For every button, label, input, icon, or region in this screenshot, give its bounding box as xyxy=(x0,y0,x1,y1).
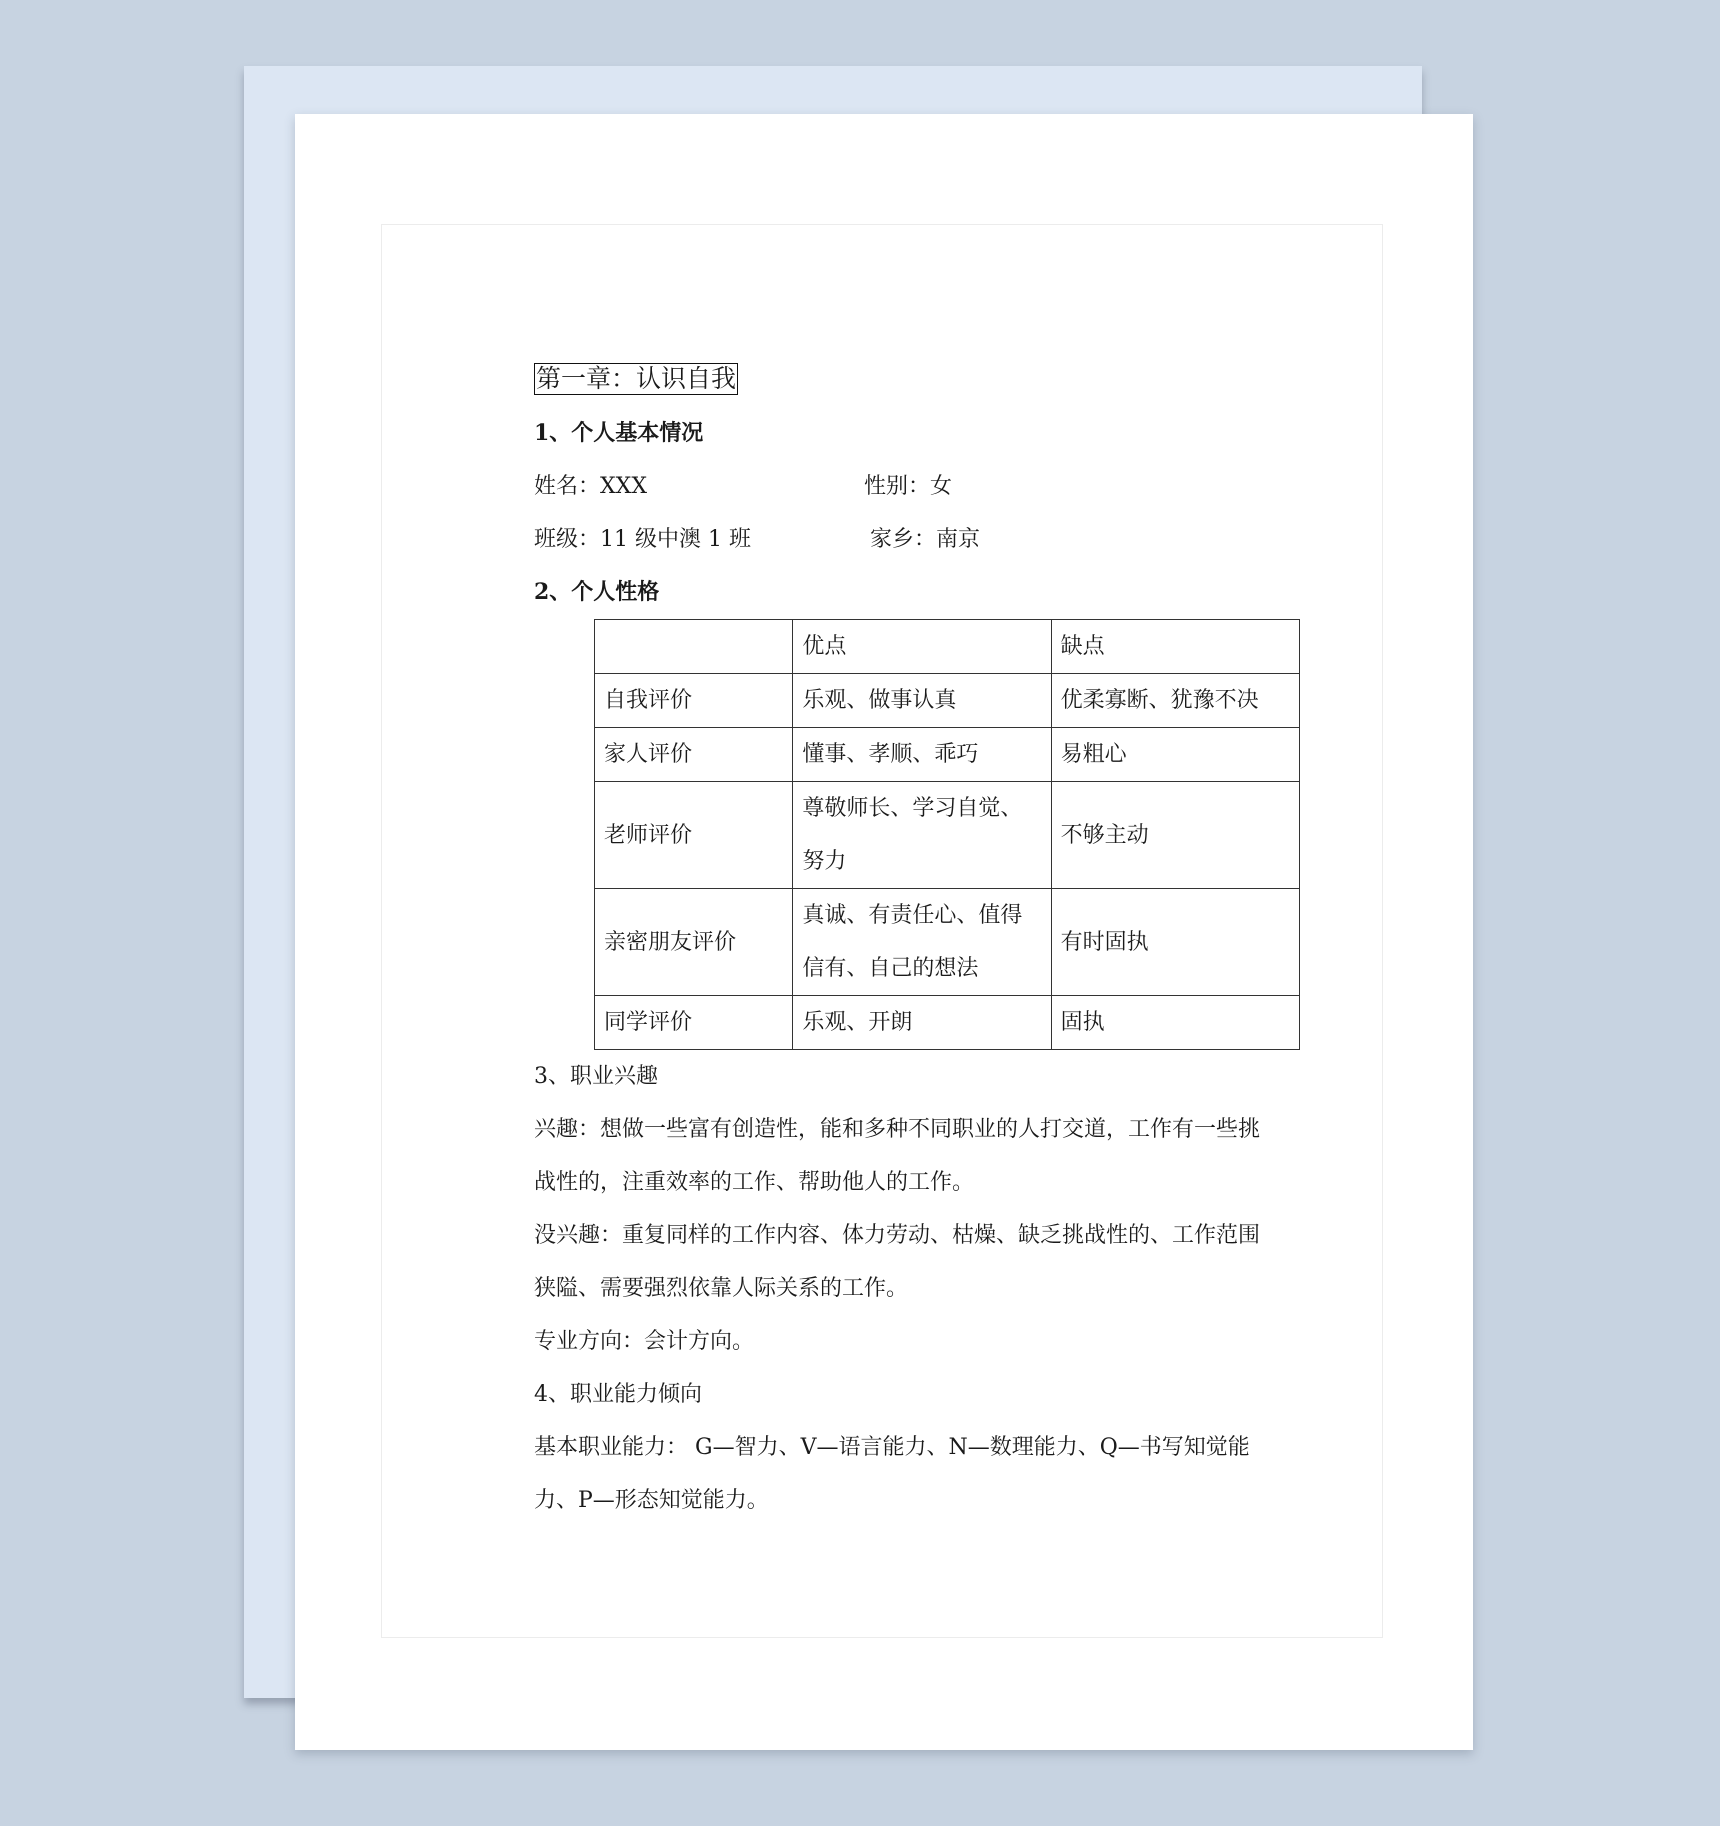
abilities-paragraph: 基本职业能力： G—智力、V—语言能力、N—数理能力、Q—书写知觉能力、P—形态知觉能力。 xyxy=(534,1435,1250,1513)
table-cell: 老师评价 xyxy=(595,782,793,889)
table-cell: 真诚、有责任心、值得信有、自己的想法 xyxy=(793,889,1051,996)
table-cell: 易粗心 xyxy=(1051,728,1299,782)
table-cell: 固执 xyxy=(1051,996,1299,1050)
table-cell: 同学评价 xyxy=(595,996,793,1050)
table-row xyxy=(595,996,1300,1050)
major-direction: 专业方向：会计方向。 xyxy=(534,1329,755,1354)
table-cell: 优柔寡断、犹豫不决 xyxy=(1051,674,1299,728)
section-heading-basic-info: 1、个人基本情况 xyxy=(534,420,704,446)
table-cell: 懂事、孝顺、乖巧 xyxy=(793,728,1051,782)
table-header-cell xyxy=(595,620,793,674)
table-cell: 家人评价 xyxy=(595,728,793,782)
table-header-row xyxy=(595,620,1300,674)
table-cell: 亲密朋友评价 xyxy=(595,889,793,996)
document-page xyxy=(295,114,1473,1750)
section-heading-career-ability: 4、职业能力倾向 xyxy=(534,1382,702,1407)
table-cell: 乐观、做事认真 xyxy=(793,674,1051,728)
name-field: 姓名：XXX xyxy=(534,474,647,499)
table-header-cell: 优点 xyxy=(793,620,1051,674)
class-hometown-row xyxy=(534,513,1294,566)
document-content xyxy=(534,354,1294,1527)
table-cell: 自我评价 xyxy=(595,674,793,728)
table-cell: 不够主动 xyxy=(1051,782,1299,889)
chapter-title: 第一章：认识自我 xyxy=(536,364,737,393)
table-row xyxy=(595,782,1300,889)
table-row xyxy=(595,889,1300,996)
name-gender-row xyxy=(534,460,1294,513)
hometown-field: 家乡：南京 xyxy=(870,527,981,552)
table-row xyxy=(595,728,1300,782)
table-cell: 有时固执 xyxy=(1051,889,1299,996)
class-field: 班级：11 级中澳 1 班 xyxy=(534,527,751,552)
table-row xyxy=(595,674,1300,728)
section-heading-personality: 2、个人性格 xyxy=(534,579,660,605)
interest-paragraph: 兴趣：想做一些富有创造性，能和多种不同职业的人打交道，工作有一些挑战性的，注重效率的工作、帮助他人的工作。 xyxy=(534,1117,1261,1195)
personality-table xyxy=(594,619,1300,1050)
no-interest-paragraph: 没兴趣：重复同样的工作内容、体力劳动、枯燥、缺乏挑战性的、工作范围狭隘、需要强烈依靠人际关系的工作。 xyxy=(534,1223,1261,1301)
table-cell: 尊敬师长、学习自觉、努力 xyxy=(793,782,1051,889)
section-heading-career-interest: 3、职业兴趣 xyxy=(534,1064,658,1089)
table-cell: 乐观、开朗 xyxy=(793,996,1051,1050)
gender-field: 性别：女 xyxy=(864,474,953,499)
table-header-cell: 缺点 xyxy=(1051,620,1299,674)
